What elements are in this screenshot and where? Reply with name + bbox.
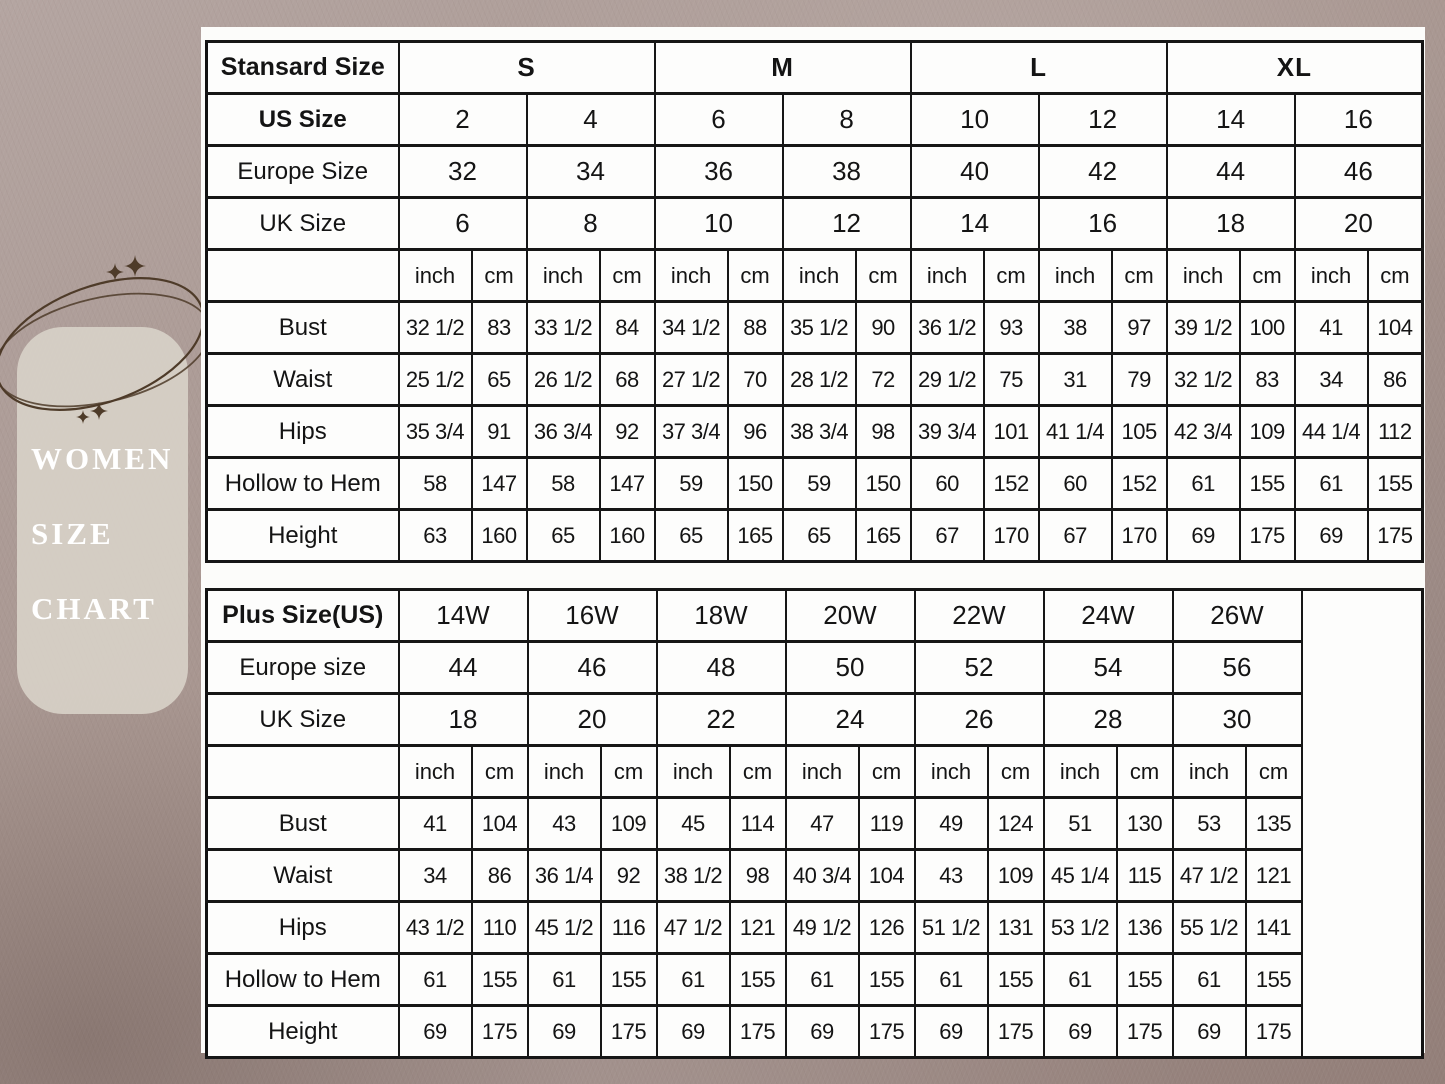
unit-cm-cell: cm	[1240, 250, 1295, 302]
measure-inch-cell: 26 1/2	[527, 354, 600, 406]
size-value-cell: 44	[399, 642, 528, 694]
measure-inch-cell: 51	[1044, 798, 1117, 850]
unit-inch-cell: inch	[1039, 250, 1112, 302]
measure-inch-cell: 37 3/4	[655, 406, 728, 458]
size-value-cell: 46	[1295, 146, 1423, 198]
size-value-cell: 8	[783, 94, 911, 146]
size-row-label: UK Size	[207, 694, 399, 746]
measure-inch-cell: 36 3/4	[527, 406, 600, 458]
measure-cm-cell: 109	[988, 850, 1044, 902]
size-value-cell: 38	[783, 146, 911, 198]
measure-inch-cell: 45 1/2	[528, 902, 601, 954]
unit-inch-cell: inch	[1167, 250, 1240, 302]
measure-cm-cell: 155	[601, 954, 657, 1006]
measure-inch-cell: 59	[655, 458, 728, 510]
measure-cm-cell: 152	[984, 458, 1039, 510]
size-header-cell: 18W	[657, 590, 786, 642]
measure-inch-cell: 58	[527, 458, 600, 510]
poster-title	[31, 437, 173, 662]
unit-cm-cell: cm	[472, 250, 527, 302]
measure-inch-cell: 32 1/2	[1167, 354, 1240, 406]
measure-cm-cell: 83	[472, 302, 527, 354]
unit-cm-cell: cm	[601, 746, 657, 798]
measure-inch-cell: 41	[399, 798, 472, 850]
measure-inch-cell: 61	[1167, 458, 1240, 510]
measure-inch-cell: 61	[657, 954, 730, 1006]
size-value-cell: 12	[783, 198, 911, 250]
size-value-cell: 52	[915, 642, 1044, 694]
measure-cm-cell: 114	[730, 798, 786, 850]
measure-row-label: Height	[207, 1006, 399, 1058]
measure-row-label: Hips	[207, 406, 399, 458]
size-row-label: Europe Size	[207, 146, 399, 198]
measure-inch-cell: 69	[657, 1006, 730, 1058]
measure-inch-cell: 65	[655, 510, 728, 562]
size-value-cell: 10	[911, 94, 1039, 146]
measure-cm-cell: 135	[1246, 798, 1302, 850]
measure-cm-cell: 124	[988, 798, 1044, 850]
measure-cm-cell: 100	[1240, 302, 1295, 354]
size-value-cell: 36	[655, 146, 783, 198]
unit-inch-cell: inch	[915, 746, 988, 798]
measure-inch-cell: 61	[528, 954, 601, 1006]
measure-cm-cell: 104	[859, 850, 915, 902]
measure-inch-cell: 60	[1039, 458, 1112, 510]
measure-cm-cell: 160	[472, 510, 527, 562]
measure-inch-cell: 32 1/2	[399, 302, 472, 354]
size-header-cell: L	[911, 42, 1167, 94]
measure-cm-cell: 130	[1117, 798, 1173, 850]
measure-inch-cell: 36 1/2	[911, 302, 984, 354]
size-value-cell: 14	[911, 198, 1039, 250]
measure-inch-cell: 34	[399, 850, 472, 902]
unit-inch-cell: inch	[399, 250, 472, 302]
measure-inch-cell: 27 1/2	[655, 354, 728, 406]
measure-row-label: Bust	[207, 302, 399, 354]
measure-cm-cell: 155	[1240, 458, 1295, 510]
measure-inch-cell: 69	[1044, 1006, 1117, 1058]
measure-inch-cell: 28 1/2	[783, 354, 856, 406]
measure-cm-cell: 65	[472, 354, 527, 406]
measure-cm-cell: 165	[856, 510, 911, 562]
measure-cm-cell: 92	[600, 406, 655, 458]
unit-cm-cell: cm	[1117, 746, 1173, 798]
size-header-cell: 26W	[1173, 590, 1302, 642]
measure-cm-cell: 155	[1117, 954, 1173, 1006]
measure-inch-cell: 44 1/4	[1295, 406, 1368, 458]
size-header-cell: 20W	[786, 590, 915, 642]
measure-cm-cell: 155	[730, 954, 786, 1006]
measure-inch-cell: 33 1/2	[527, 302, 600, 354]
size-header-cell: 16W	[528, 590, 657, 642]
measure-inch-cell: 39 3/4	[911, 406, 984, 458]
size-value-cell: 2	[399, 94, 527, 146]
measure-inch-cell: 59	[783, 458, 856, 510]
title-line-women: WOMEN	[31, 441, 174, 476]
measure-inch-cell: 29 1/2	[911, 354, 984, 406]
corner-label: Plus Size(US)	[207, 590, 399, 642]
measure-inch-cell: 69	[1295, 510, 1368, 562]
measure-inch-cell: 60	[911, 458, 984, 510]
unit-inch-cell: inch	[655, 250, 728, 302]
measure-cm-cell: 101	[984, 406, 1039, 458]
measure-inch-cell: 69	[1173, 1006, 1246, 1058]
measure-inch-cell: 61	[786, 954, 859, 1006]
measure-inch-cell: 61	[399, 954, 472, 1006]
measure-row-label: Hips	[207, 902, 399, 954]
size-value-cell: 46	[528, 642, 657, 694]
unit-cm-cell: cm	[1112, 250, 1167, 302]
unit-cm-cell: cm	[600, 250, 655, 302]
size-value-cell: 6	[399, 198, 527, 250]
unit-cm-cell: cm	[728, 250, 783, 302]
measure-cm-cell: 109	[601, 798, 657, 850]
measure-cm-cell: 104	[472, 798, 528, 850]
measure-cm-cell: 155	[1246, 954, 1302, 1006]
size-value-cell: 22	[657, 694, 786, 746]
measure-inch-cell: 65	[527, 510, 600, 562]
measure-inch-cell: 47 1/2	[1173, 850, 1246, 902]
measure-cm-cell: 115	[1117, 850, 1173, 902]
measure-inch-cell: 61	[915, 954, 988, 1006]
size-value-cell: 34	[527, 146, 655, 198]
measure-cm-cell: 68	[600, 354, 655, 406]
unit-cm-cell: cm	[1246, 746, 1302, 798]
measure-inch-cell: 34	[1295, 354, 1368, 406]
size-header-cell: 22W	[915, 590, 1044, 642]
size-header-cell: 14W	[399, 590, 528, 642]
title-line-size: SIZE	[31, 516, 114, 551]
measure-inch-cell: 61	[1044, 954, 1117, 1006]
measure-cm-cell: 170	[1112, 510, 1167, 562]
unit-inch-cell: inch	[786, 746, 859, 798]
measure-cm-cell: 170	[984, 510, 1039, 562]
measure-cm-cell: 147	[600, 458, 655, 510]
measure-cm-cell: 84	[600, 302, 655, 354]
measure-inch-cell: 43	[528, 798, 601, 850]
measure-inch-cell: 58	[399, 458, 472, 510]
unit-cm-cell: cm	[988, 746, 1044, 798]
measure-cm-cell: 96	[728, 406, 783, 458]
measure-cm-cell: 175	[859, 1006, 915, 1058]
measure-inch-cell: 45	[657, 798, 730, 850]
measure-cm-cell: 175	[1117, 1006, 1173, 1058]
unit-inch-cell: inch	[911, 250, 984, 302]
measure-cm-cell: 175	[1240, 510, 1295, 562]
corner-label: Stansard Size	[207, 42, 399, 94]
size-value-cell: 32	[399, 146, 527, 198]
size-value-cell: 10	[655, 198, 783, 250]
measure-inch-cell: 69	[399, 1006, 472, 1058]
size-value-cell: 42	[1039, 146, 1167, 198]
measure-cm-cell: 86	[1368, 354, 1423, 406]
unit-inch-cell: inch	[528, 746, 601, 798]
empty-column-cell	[1302, 590, 1423, 1058]
measure-inch-cell: 43	[915, 850, 988, 902]
unit-inch-cell: inch	[1295, 250, 1368, 302]
measure-inch-cell: 67	[911, 510, 984, 562]
measure-inch-cell: 47 1/2	[657, 902, 730, 954]
measure-inch-cell: 38 3/4	[783, 406, 856, 458]
measure-inch-cell: 45 1/4	[1044, 850, 1117, 902]
measure-cm-cell: 121	[730, 902, 786, 954]
measure-inch-cell: 43 1/2	[399, 902, 472, 954]
standard-size-table	[205, 40, 1424, 563]
measure-cm-cell: 175	[988, 1006, 1044, 1058]
measure-inch-cell: 25 1/2	[399, 354, 472, 406]
measure-inch-cell: 49	[915, 798, 988, 850]
measure-cm-cell: 119	[859, 798, 915, 850]
measure-cm-cell: 91	[472, 406, 527, 458]
measure-cm-cell: 155	[988, 954, 1044, 1006]
unit-cm-cell: cm	[984, 250, 1039, 302]
measure-inch-cell: 55 1/2	[1173, 902, 1246, 954]
measure-inch-cell: 53	[1173, 798, 1246, 850]
size-value-cell: 30	[1173, 694, 1302, 746]
measure-cm-cell: 141	[1246, 902, 1302, 954]
measure-inch-cell: 61	[1173, 954, 1246, 1006]
measure-row-label: Waist	[207, 850, 399, 902]
size-value-cell: 48	[657, 642, 786, 694]
measure-inch-cell: 42 3/4	[1167, 406, 1240, 458]
measure-cm-cell: 72	[856, 354, 911, 406]
measure-cm-cell: 83	[1240, 354, 1295, 406]
measure-cm-cell: 175	[730, 1006, 786, 1058]
size-value-cell: 18	[399, 694, 528, 746]
size-value-cell: 44	[1167, 146, 1295, 198]
measure-cm-cell: 112	[1368, 406, 1423, 458]
measure-inch-cell: 41	[1295, 302, 1368, 354]
measure-cm-cell: 70	[728, 354, 783, 406]
sparkle-icon	[106, 263, 124, 281]
unit-cm-cell: cm	[1368, 250, 1423, 302]
measure-cm-cell: 98	[730, 850, 786, 902]
measure-inch-cell: 63	[399, 510, 472, 562]
measure-cm-cell: 121	[1246, 850, 1302, 902]
measure-cm-cell: 79	[1112, 354, 1167, 406]
measure-cm-cell: 175	[472, 1006, 528, 1058]
measure-cm-cell: 75	[984, 354, 1039, 406]
unit-cm-cell: cm	[472, 746, 528, 798]
measure-cm-cell: 110	[472, 902, 528, 954]
measure-cm-cell: 175	[1368, 510, 1423, 562]
title-line-chart: CHART	[31, 591, 157, 626]
size-row-label: Europe size	[207, 642, 399, 694]
size-value-cell: 24	[786, 694, 915, 746]
measure-inch-cell: 41 1/4	[1039, 406, 1112, 458]
measure-cm-cell: 147	[472, 458, 527, 510]
measure-inch-cell: 35 1/2	[783, 302, 856, 354]
measure-cm-cell: 116	[601, 902, 657, 954]
size-value-cell: 14	[1167, 94, 1295, 146]
measure-cm-cell: 150	[728, 458, 783, 510]
measure-inch-cell: 38 1/2	[657, 850, 730, 902]
size-value-cell: 12	[1039, 94, 1167, 146]
measure-cm-cell: 131	[988, 902, 1044, 954]
size-value-cell: 20	[1295, 198, 1423, 250]
measure-cm-cell: 126	[859, 902, 915, 954]
unit-inch-cell: inch	[657, 746, 730, 798]
unit-cm-cell: cm	[856, 250, 911, 302]
measure-inch-cell: 35 3/4	[399, 406, 472, 458]
empty-corner-cell	[207, 746, 399, 798]
size-row-label: UK Size	[207, 198, 399, 250]
size-value-cell: 8	[527, 198, 655, 250]
sparkle-icon	[124, 255, 146, 277]
size-value-cell: 18	[1167, 198, 1295, 250]
unit-inch-cell: inch	[783, 250, 856, 302]
measure-cm-cell: 152	[1112, 458, 1167, 510]
unit-inch-cell: inch	[1044, 746, 1117, 798]
measure-row-label: Bust	[207, 798, 399, 850]
measure-row-label: Waist	[207, 354, 399, 406]
size-value-cell: 6	[655, 94, 783, 146]
measure-inch-cell: 51 1/2	[915, 902, 988, 954]
size-value-cell: 28	[1044, 694, 1173, 746]
measure-row-label: Height	[207, 510, 399, 562]
measure-inch-cell: 47	[786, 798, 859, 850]
measure-cm-cell: 165	[728, 510, 783, 562]
measure-inch-cell: 49 1/2	[786, 902, 859, 954]
size-value-cell: 54	[1044, 642, 1173, 694]
measure-cm-cell: 98	[856, 406, 911, 458]
measure-inch-cell: 69	[1167, 510, 1240, 562]
size-row-label: US Size	[207, 94, 399, 146]
measure-inch-cell: 53 1/2	[1044, 902, 1117, 954]
measure-cm-cell: 88	[728, 302, 783, 354]
measure-cm-cell: 92	[601, 850, 657, 902]
size-header-cell: XL	[1167, 42, 1423, 94]
measure-inch-cell: 31	[1039, 354, 1112, 406]
measure-cm-cell: 105	[1112, 406, 1167, 458]
chart-card	[201, 27, 1425, 1053]
measure-inch-cell: 69	[528, 1006, 601, 1058]
measure-cm-cell: 93	[984, 302, 1039, 354]
measure-cm-cell: 136	[1117, 902, 1173, 954]
size-header-cell: M	[655, 42, 911, 94]
measure-cm-cell: 175	[1246, 1006, 1302, 1058]
size-header-cell: S	[399, 42, 655, 94]
measure-cm-cell: 155	[859, 954, 915, 1006]
measure-inch-cell: 40 3/4	[786, 850, 859, 902]
measure-inch-cell: 69	[915, 1006, 988, 1058]
measure-inch-cell: 39 1/2	[1167, 302, 1240, 354]
unit-inch-cell: inch	[399, 746, 472, 798]
size-value-cell: 56	[1173, 642, 1302, 694]
measure-row-label: Hollow to Hem	[207, 458, 399, 510]
measure-cm-cell: 155	[1368, 458, 1423, 510]
measure-inch-cell: 61	[1295, 458, 1368, 510]
size-header-cell: 24W	[1044, 590, 1173, 642]
measure-cm-cell: 175	[601, 1006, 657, 1058]
measure-inch-cell: 65	[783, 510, 856, 562]
size-value-cell: 20	[528, 694, 657, 746]
measure-cm-cell: 86	[472, 850, 528, 902]
size-value-cell: 4	[527, 94, 655, 146]
unit-cm-cell: cm	[859, 746, 915, 798]
measure-cm-cell: 160	[600, 510, 655, 562]
measure-inch-cell: 38	[1039, 302, 1112, 354]
measure-inch-cell: 36 1/4	[528, 850, 601, 902]
measure-cm-cell: 104	[1368, 302, 1423, 354]
unit-inch-cell: inch	[1173, 746, 1246, 798]
measure-inch-cell: 34 1/2	[655, 302, 728, 354]
size-value-cell: 40	[911, 146, 1039, 198]
size-value-cell: 16	[1039, 198, 1167, 250]
measure-cm-cell: 155	[472, 954, 528, 1006]
size-value-cell: 26	[915, 694, 1044, 746]
size-value-cell: 16	[1295, 94, 1423, 146]
measure-cm-cell: 90	[856, 302, 911, 354]
measure-cm-cell: 97	[1112, 302, 1167, 354]
size-value-cell: 50	[786, 642, 915, 694]
unit-inch-cell: inch	[527, 250, 600, 302]
measure-cm-cell: 109	[1240, 406, 1295, 458]
empty-corner-cell	[207, 250, 399, 302]
measure-inch-cell: 67	[1039, 510, 1112, 562]
plus-size-table	[205, 588, 1424, 1059]
measure-cm-cell: 150	[856, 458, 911, 510]
measure-inch-cell: 69	[786, 1006, 859, 1058]
measure-row-label: Hollow to Hem	[207, 954, 399, 1006]
unit-cm-cell: cm	[730, 746, 786, 798]
